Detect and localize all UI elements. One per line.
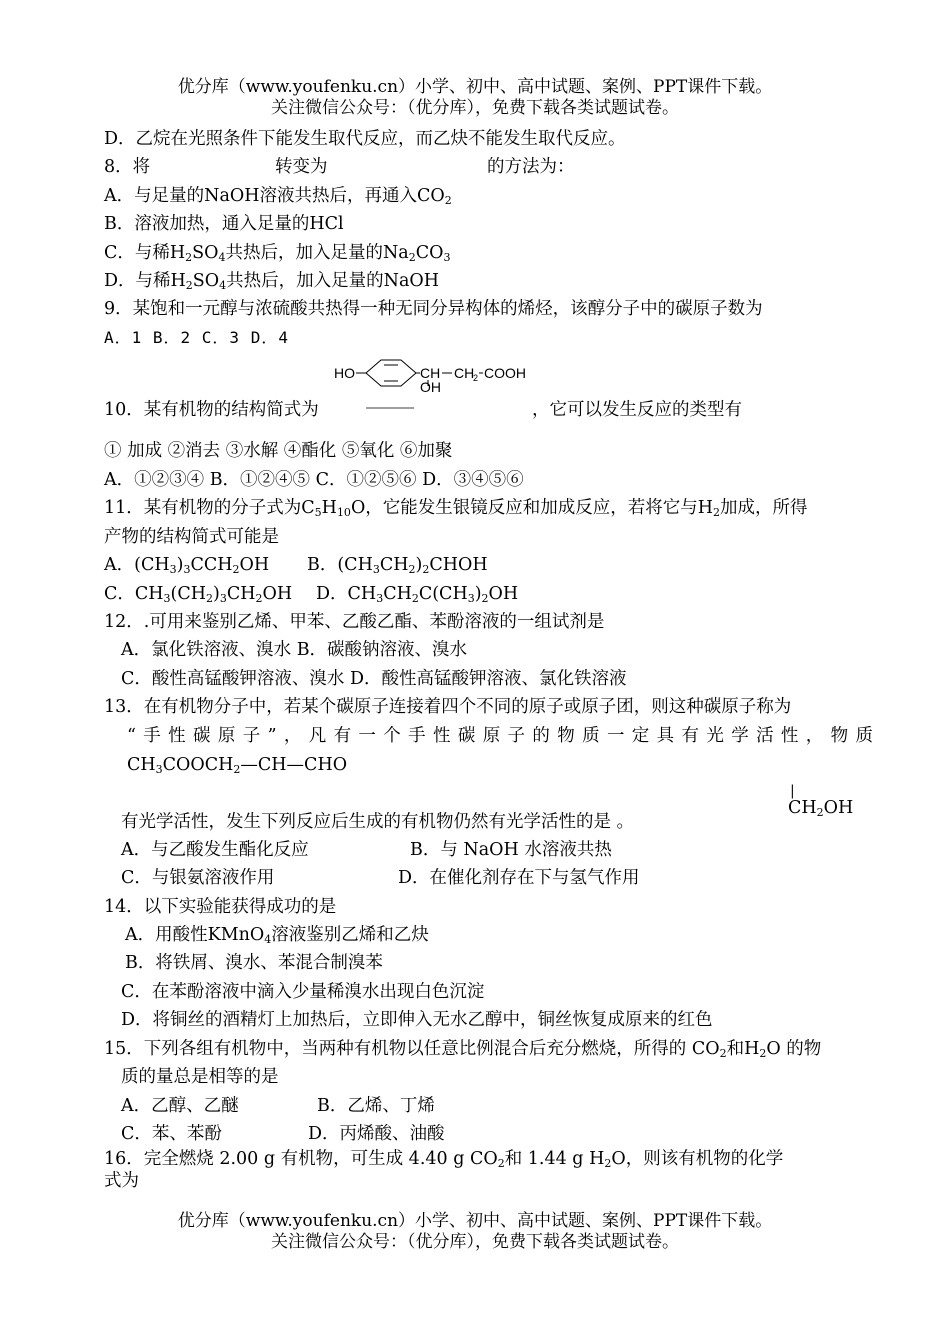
q13-option-d: D．在催化剂存在下与氢气作用 [398, 868, 640, 888]
q16-line-2: 式为 [104, 1171, 139, 1191]
header-line-2: 关注微信公众号：（优分库），免费下载各类试题试卷。 [271, 98, 679, 118]
q12-options-cd: C．酸性高锰酸钾溶液、溴水 D．酸性高锰酸钾溶液、氯化铁溶液 [121, 669, 627, 689]
q15-line-2: 质的量总是相等的是 [121, 1067, 279, 1087]
q14-stem: 14．以下实验能获得成功的是 [104, 897, 337, 917]
struct-sub2: 2 [473, 373, 479, 383]
q12-stem: 12．.可用来鉴别乙烯、甲苯、乙酸乙酯、苯酚溶液的一组试剂是 [104, 612, 605, 632]
struct-ho: HO [334, 365, 355, 381]
q13-option-c: C．与银氨溶液作用 [121, 868, 275, 888]
struct-cooh: COOH [484, 365, 526, 381]
ring-bottom [366, 386, 416, 412]
q9-stem: 9．某饱和一元醇与浓硫酸共热得一种无同分异构体的烯烃，该醇分子中的碳原子数为 [104, 299, 763, 319]
struct-ch2: CH [454, 365, 475, 381]
q8-stem-a: 8．将 [104, 157, 151, 177]
q7-option-d: D．乙烷在光照条件下能发生取代反应，而乙炔不能发生取代反应。 [104, 129, 626, 149]
struct-oh: OH [420, 379, 441, 395]
q11-option-c: C．$CH_3(CH_2)_3CH_2OH$ [104, 584, 293, 605]
q13-line-4: 有光学活性，发生下列反应后生成的有机物仍然有光学活性的是 。 [121, 812, 635, 832]
q12-options-ab: A．氯化铁溶液、溴水 B．碳酸钠溶液、溴水 [121, 640, 468, 660]
q13-line-2: “手性碳原子”，凡有一个手性碳原子的物质一定具有光学活性，物质 [127, 726, 873, 746]
footer-line-2: 关注微信公众号：（优分库），免费下载各类试题试卷。 [271, 1232, 679, 1252]
struct-ch: CH [420, 365, 441, 381]
q10-structure [330, 356, 540, 412]
q8-option-b: B．溶液加热，通入足量的HCl [104, 214, 344, 234]
q15-option-a: A．乙醇、乙醚 [121, 1096, 239, 1116]
q13-option-a: A．与乙酸发生酯化反应 [121, 840, 309, 860]
q8-option-d: D．与稀$H_2SO_4$共热后，加入足量的NaOH [104, 271, 439, 292]
q15-option-d: D．丙烯酸、油酸 [308, 1124, 445, 1144]
q14-option-d: D．将铜丝的酒精灯上加热后，立即伸入无水乙醇中，铜丝恢复成原来的红色 [121, 1010, 713, 1030]
q8-option-a: A．与足量的NaOH溶液共热后，再通入$CO_2$ [104, 186, 452, 207]
q9-options: A．1 B．2 C．3 D．4 [104, 328, 289, 347]
q14-option-a: A．用酸性KMnO$_4$溶液鉴别乙烯和乙炔 [125, 925, 429, 946]
q15-option-c: C．苯、苯酚 [121, 1124, 222, 1144]
header-line-1: 优分库（www.youfenku.cn）小学、初中、高中试题、案例、PPT课件下载。 [177, 77, 773, 97]
q14-option-b: B．将铁屑、溴水、苯混合制溴苯 [125, 953, 383, 973]
q13-branch-bar: | [790, 783, 795, 799]
q15-line-1: 15．下列各组有机物中，当两种有机物以任意比例混合后充分燃烧，所得的 $CO_2$和$H_2O$ 的物 [104, 1039, 822, 1060]
q16-line-1: 16．完全燃烧 2.00 g 有机物，可生成 4.40 g $CO_2$和 1.44 g $H_2O$，则该有机物的化学 [104, 1149, 784, 1170]
q10-stem-a: 10．某有机物的结构简式为 [104, 400, 319, 420]
benzene-ring-icon [366, 360, 416, 386]
q15-option-b: B．乙烯、丁烯 [317, 1096, 435, 1116]
q11-option-b: B．$(CH_3CH_2)_2CHOH$ [307, 555, 488, 576]
q11-line-1: 11．某有机物的分子式为$C_5H_{10}O$，它能发生银镜反应和加成反应，若将它与$H_2$加成，所得 [104, 498, 808, 519]
q8-stem-c: 的方法为： [487, 157, 575, 177]
q14-option-c: C．在苯酚溶液中滴入少量稀溴水出现白色沉淀 [121, 982, 485, 1002]
q13-formula: $CH_3COOCH_2—CH—CHO$ [127, 755, 348, 776]
q8-stem-b: 转变为 [275, 157, 328, 177]
q13-line-1: 13．在有机物分子中，若某个碳原子连接着四个不同的原子或原子团，则这种碳原子称为 [104, 697, 792, 717]
q13-option-b: B．与 NaOH 水溶液共热 [410, 840, 612, 860]
q11-line-2: 产物的结构简式可能是 [104, 527, 279, 547]
q11-option-d: D．$CH_3CH_2C(CH_3)_2OH$ [316, 584, 519, 605]
q10-options: A．①②③④ B．①②④⑤ C．①②⑤⑥ D．③④⑤⑥ [104, 470, 524, 490]
footer-line-1: 优分库（www.youfenku.cn）小学、初中、高中试题、案例、PPT课件下载。 [177, 1211, 773, 1231]
q13-ch2oh: $CH_2OH$ [788, 798, 854, 819]
q10-types: ① 加成 ②消去 ③水解 ④酯化 ⑤氧化 ⑥加聚 [104, 441, 453, 461]
q11-option-a: A．$(CH_3)_3CCH_2OH$ [104, 555, 270, 576]
q8-option-c: C．与稀$H_2SO_4$共热后，加入足量的$Na_2CO_3$ [104, 243, 451, 264]
q10-stem-b: ，它可以发生反应的类型有 [532, 400, 742, 420]
